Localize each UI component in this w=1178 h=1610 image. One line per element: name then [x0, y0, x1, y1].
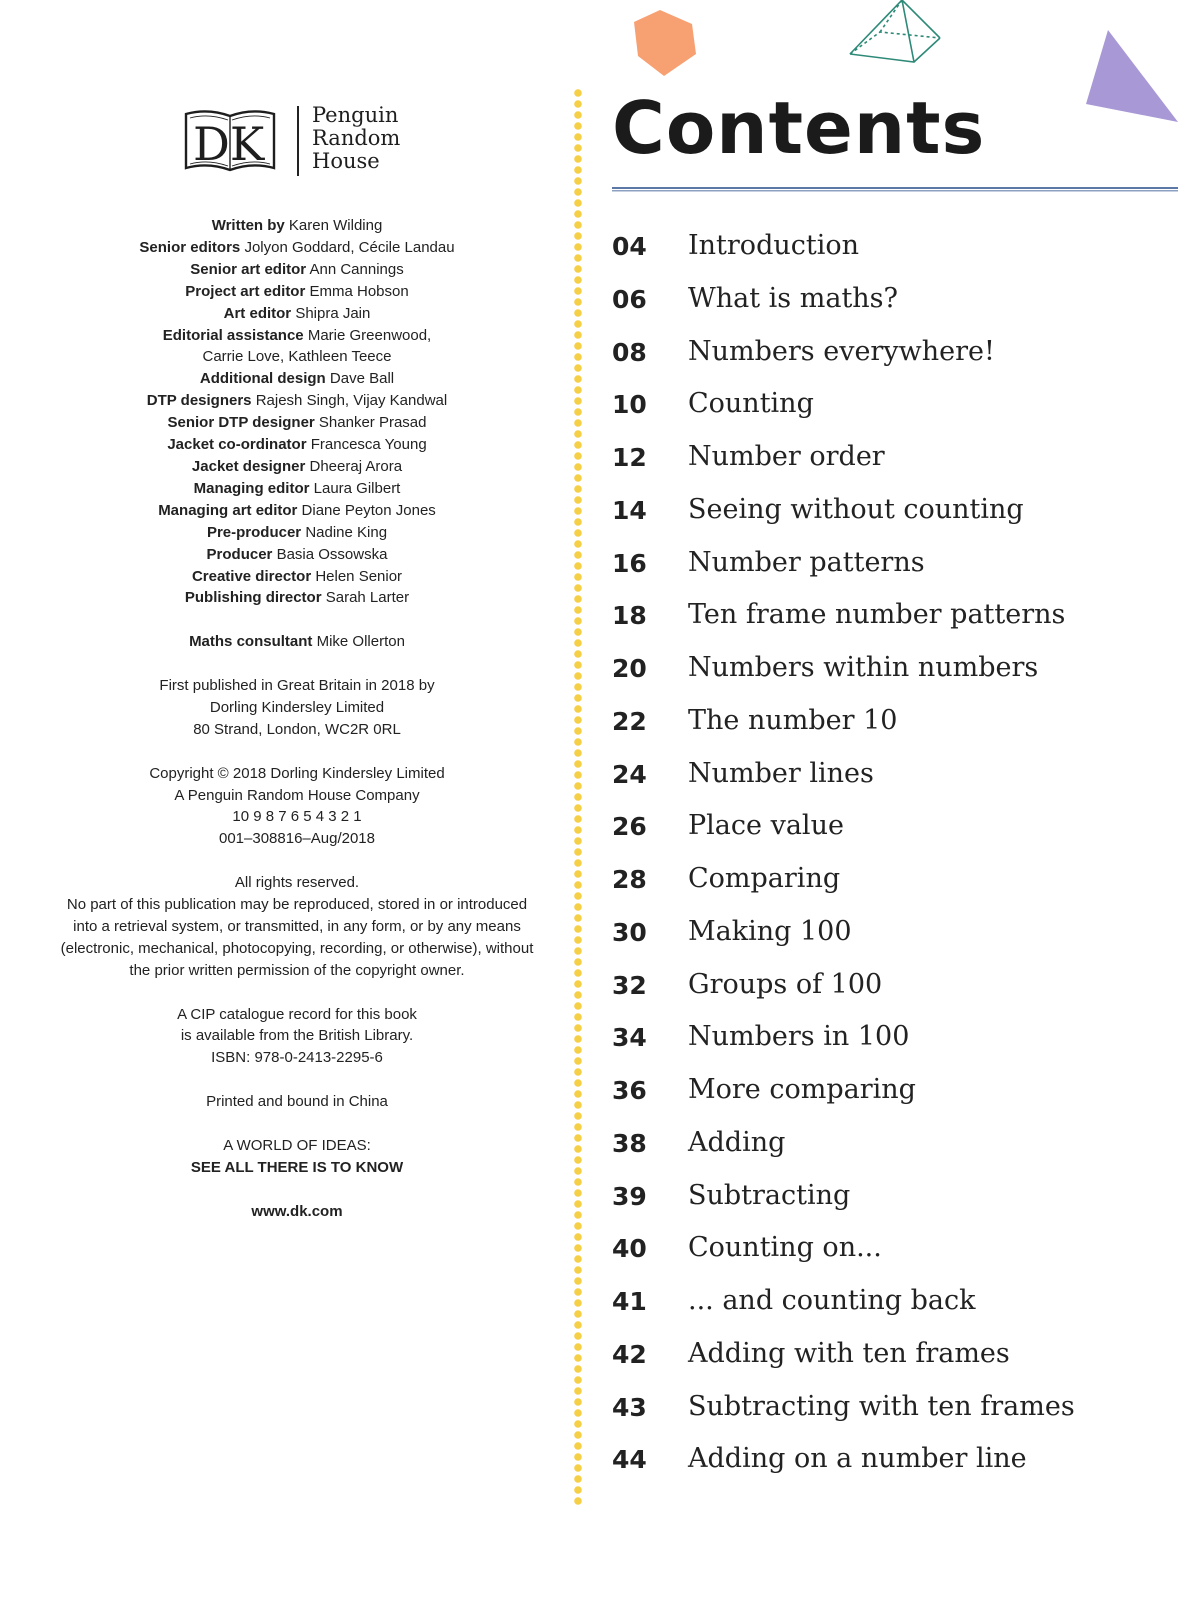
- entry-page-number: 26: [612, 812, 647, 842]
- separator-dot: [574, 386, 582, 394]
- credit-name: Carrie Love, Kathleen Teece: [202, 348, 392, 366]
- credit-row: [40, 566, 554, 588]
- website-link[interactable]: [40, 1201, 554, 1223]
- separator-dot: [574, 265, 582, 273]
- separator-dot: [574, 232, 582, 240]
- entry-title: Adding on a number line: [688, 1443, 1027, 1475]
- separator-dot: [574, 1442, 582, 1450]
- separator-dot: [574, 1486, 582, 1494]
- credit-row: [40, 434, 554, 456]
- credit-list: [40, 215, 554, 609]
- entry-page-number: 30: [612, 917, 647, 947]
- entry-title: Seeing without counting: [688, 493, 1024, 525]
- separator-dot: [574, 474, 582, 482]
- entry-title: Number lines: [688, 757, 874, 789]
- separator-dot: [574, 804, 582, 812]
- separator-dot: [574, 210, 582, 218]
- entry-page-number: 43: [612, 1392, 647, 1422]
- copyright-line: Copyright © 2018 Dorling Kindersley Limited: [149, 764, 445, 782]
- credit-row: [40, 587, 554, 609]
- separator-dot: [574, 1090, 582, 1098]
- entry-title: Place value: [688, 810, 844, 842]
- entry-page-number: 22: [612, 706, 647, 736]
- separator-dot: [574, 991, 582, 999]
- entry-page-number: 14: [612, 495, 647, 525]
- entry-page-number: 10: [612, 390, 647, 420]
- separator-dot: [574, 1156, 582, 1164]
- entry-title: Subtracting: [688, 1179, 851, 1211]
- imprint-name: [312, 104, 432, 173]
- entry-page-number: 04: [612, 232, 647, 261]
- separator-dot: [574, 199, 582, 207]
- contents-entry[interactable]: [612, 1176, 1172, 1229]
- credit-name: Shanker Prasad: [318, 414, 427, 432]
- separator-dot: [574, 1420, 582, 1428]
- entry-title: What is maths?: [688, 282, 899, 314]
- separator-dot: [574, 1101, 582, 1109]
- pyramid-icon: [848, 0, 944, 66]
- separator-dot: [574, 1398, 582, 1406]
- credit-row: [40, 237, 554, 259]
- entry-page-number: 24: [612, 759, 647, 789]
- entry-title: Numbers everywhere!: [688, 335, 995, 367]
- separator-dot: [574, 518, 582, 526]
- credit-name: Rajesh Singh, Vijay Kandwal: [255, 392, 448, 410]
- title-underline: [612, 187, 1178, 193]
- contents-entry[interactable]: [612, 965, 1172, 1018]
- separator-dot: [574, 1277, 582, 1285]
- separator-dot: [574, 1453, 582, 1461]
- credit-name: Marie Greenwood,: [307, 326, 432, 344]
- separator-dot: [574, 287, 582, 295]
- credit-role: DTP designers: [146, 392, 252, 410]
- tagline-line: A WORLD OF IDEAS:: [223, 1136, 371, 1154]
- separator-dot: [574, 947, 582, 955]
- entry-page-number: 08: [612, 337, 647, 367]
- separator-dot: [574, 1266, 582, 1274]
- tagline-line-bold: [40, 1157, 554, 1179]
- separator-dot: [574, 1178, 582, 1186]
- separator-dot: [574, 100, 582, 108]
- separator-dot: [574, 914, 582, 922]
- entry-title: Number order: [688, 441, 885, 472]
- separator-dot: [574, 133, 582, 141]
- separator-dot: [574, 1387, 582, 1395]
- contents-entry[interactable]: [612, 437, 1172, 490]
- dk-logo-text: DK: [193, 117, 265, 171]
- separator-dot: [574, 837, 582, 845]
- dotted-separator: [572, 88, 584, 1508]
- separator-dot: [574, 1354, 582, 1362]
- contents-list: [612, 226, 1172, 1492]
- contents-entry[interactable]: [612, 490, 1172, 543]
- triangle-icon: [1086, 28, 1178, 124]
- separator-dot: [574, 727, 582, 735]
- separator-dot: [574, 793, 582, 801]
- separator-dot: [574, 1255, 582, 1263]
- entry-title: Counting: [688, 388, 814, 420]
- publication-line: Dorling Kindersley Limited: [209, 698, 385, 716]
- contents-entry[interactable]: [612, 1439, 1172, 1492]
- separator-dot: [574, 529, 582, 537]
- separator-dot: [574, 1046, 582, 1054]
- separator-dot: [574, 969, 582, 977]
- contents-entry[interactable]: [612, 806, 1172, 859]
- contents-entry[interactable]: [612, 754, 1172, 807]
- entry-page-number: 32: [612, 970, 647, 1000]
- credit-name: Shipra Jain: [295, 304, 371, 322]
- entry-title: ... and counting back: [688, 1285, 976, 1316]
- separator-dot: [574, 298, 582, 306]
- entry-title: Introduction: [688, 230, 859, 261]
- separator-dot: [574, 617, 582, 625]
- separator-dot: [574, 496, 582, 504]
- separator-dot: [574, 650, 582, 658]
- separator-dot: [574, 177, 582, 185]
- separator-dot: [574, 452, 582, 460]
- isbn-line: ISBN: 978-0-2413-2295-6: [211, 1049, 383, 1067]
- separator-dot: [574, 364, 582, 372]
- cip-line: is available from the British Library.: [180, 1027, 414, 1045]
- credit-row: [40, 412, 554, 434]
- separator-dot: [574, 1189, 582, 1197]
- credit-role: Jacket co-ordinator: [167, 436, 307, 454]
- credit-row: [40, 544, 554, 566]
- contents-entry[interactable]: [612, 1334, 1172, 1387]
- entry-page-number: 16: [612, 548, 647, 578]
- credit-row: [40, 522, 554, 544]
- separator-dot: [574, 562, 582, 570]
- credit-name: Diane Peyton Jones: [301, 501, 436, 519]
- logo-divider: [297, 106, 299, 176]
- contents-entry[interactable]: [612, 1281, 1172, 1334]
- separator-dot: [574, 980, 582, 988]
- separator-dot: [574, 1497, 582, 1505]
- rights-line: No part of this publication may be reproduced, stored in or introduced: [66, 896, 528, 914]
- separator-dot: [574, 881, 582, 889]
- credit-name: Mike Ollerton: [316, 633, 405, 651]
- tagline-bold-text: SEE ALL THERE IS TO KNOW: [190, 1158, 404, 1176]
- separator-dot: [574, 870, 582, 878]
- separator-dot: [574, 606, 582, 614]
- separator-dot: [574, 1002, 582, 1010]
- separator-dot: [574, 595, 582, 603]
- separator-dot: [574, 1464, 582, 1472]
- entry-page-number: 06: [612, 284, 647, 314]
- contents-entry[interactable]: [612, 1017, 1172, 1070]
- contents-entry[interactable]: [612, 1070, 1172, 1123]
- separator-dot: [574, 1299, 582, 1307]
- separator-dot: [574, 848, 582, 856]
- credits-block: [40, 215, 554, 1223]
- credit-name: Emma Hobson: [309, 282, 409, 300]
- cip-line: A CIP catalogue record for this book: [177, 1005, 417, 1023]
- copyright-line: A Penguin Random House Company: [174, 786, 420, 804]
- separator-dot: [574, 1222, 582, 1230]
- credit-role: Maths consultant: [189, 633, 313, 651]
- separator-dot: [574, 1475, 582, 1483]
- contents-entry[interactable]: [612, 595, 1172, 648]
- contents-entry[interactable]: [612, 332, 1172, 385]
- separator-dot: [574, 639, 582, 647]
- credit-role: Project art editor: [185, 282, 306, 300]
- separator-dot: [574, 661, 582, 669]
- separator-dot: [574, 419, 582, 427]
- separator-dot: [574, 1167, 582, 1175]
- credit-name: Dave Ball: [329, 370, 395, 388]
- entry-title: Ten frame number patterns: [688, 599, 1066, 631]
- publication-line: First published in Great Britain in 2018 by: [159, 677, 435, 694]
- separator-dot: [574, 188, 582, 196]
- credit-role: Additional design: [199, 370, 326, 388]
- separator-dot: [574, 254, 582, 262]
- separator-dot: [574, 1112, 582, 1120]
- imprint-line: House: [312, 149, 380, 173]
- credit-name: Jolyon Goddard, Cécile Landau: [244, 238, 455, 256]
- rights-line: (electronic, mechanical, photocopying, recording, or otherwise), without: [60, 939, 534, 957]
- credit-row: [40, 478, 554, 500]
- credit-row: [40, 390, 554, 412]
- credit-role: Editorial assistance: [162, 326, 304, 344]
- credit-row: [40, 456, 554, 478]
- credit-row: [40, 303, 554, 325]
- entry-title: Making 100: [688, 915, 852, 947]
- separator-dot: [574, 485, 582, 493]
- credit-name: Sarah Larter: [325, 589, 410, 607]
- separator-dot: [574, 1431, 582, 1439]
- credit-row: [40, 215, 554, 237]
- consultant-credit: [40, 631, 554, 653]
- entry-page-number: 18: [612, 601, 647, 631]
- credit-name: Helen Senior: [315, 567, 403, 585]
- credit-role: Senior art editor: [190, 260, 307, 278]
- separator-dot: [574, 166, 582, 174]
- entry-page-number: 42: [612, 1339, 647, 1369]
- rights-line: the prior written permission of the copyright owner.: [129, 961, 465, 979]
- contents-entry[interactable]: [612, 648, 1172, 701]
- separator-dot: [574, 463, 582, 471]
- separator-dot: [574, 397, 582, 405]
- separator-dot: [574, 892, 582, 900]
- separator-dot: [574, 111, 582, 119]
- separator-dot: [574, 936, 582, 944]
- website-text: www.dk.com: [251, 1202, 343, 1220]
- separator-dot: [574, 749, 582, 757]
- separator-dot: [574, 958, 582, 966]
- separator-dot: [574, 716, 582, 724]
- entry-title: The number 10: [688, 704, 898, 736]
- separator-dot: [574, 760, 582, 768]
- separator-dot: [574, 903, 582, 911]
- contents-entry[interactable]: [612, 1387, 1172, 1440]
- separator-dot: [574, 925, 582, 933]
- print-run-line: 10 9 8 7 6 5 4 3 2 1: [232, 808, 362, 826]
- credit-role: Senior DTP designer: [167, 414, 315, 432]
- separator-dot: [574, 375, 582, 383]
- contents-entry[interactable]: [612, 543, 1172, 596]
- separator-dot: [574, 826, 582, 834]
- separator-dot: [574, 122, 582, 130]
- publication-line: 80 Strand, London, WC2R 0RL: [193, 720, 401, 738]
- credit-row: [40, 325, 554, 347]
- credit-name: Ann Cannings: [309, 260, 404, 278]
- separator-dot: [574, 859, 582, 867]
- separator-dot: [574, 683, 582, 691]
- separator-dot: [574, 540, 582, 548]
- entry-title: Adding: [688, 1126, 786, 1158]
- separator-dot: [574, 584, 582, 592]
- separator-dot: [574, 1068, 582, 1076]
- entry-page-number: 34: [612, 1023, 647, 1053]
- separator-dot: [574, 1310, 582, 1318]
- credit-name: Francesca Young: [310, 436, 427, 454]
- separator-dot: [574, 1200, 582, 1208]
- entry-page-number: 36: [612, 1076, 647, 1105]
- separator-dot: [574, 1123, 582, 1131]
- entry-title: Subtracting with ten frames: [688, 1390, 1075, 1422]
- separator-dot: [574, 408, 582, 416]
- entry-page-number: 20: [612, 654, 647, 683]
- separator-dot: [574, 1288, 582, 1296]
- separator-dot: [574, 551, 582, 559]
- credit-role: Creative director: [191, 567, 312, 585]
- credit-row: [40, 259, 554, 281]
- printed-line: Printed and bound in China: [206, 1093, 388, 1111]
- entry-page-number: 40: [612, 1234, 647, 1264]
- separator-dot: [574, 782, 582, 790]
- separator-dot: [574, 441, 582, 449]
- separator-dot: [574, 1057, 582, 1065]
- credit-role: Publishing director: [184, 589, 322, 607]
- separator-dot: [574, 1321, 582, 1329]
- separator-dot: [574, 221, 582, 229]
- separator-dot: [574, 1409, 582, 1417]
- pentagon-icon: [630, 6, 702, 78]
- dk-logo-icon: [182, 108, 278, 174]
- credit-role: Producer: [206, 545, 273, 563]
- separator-dot: [574, 1244, 582, 1252]
- separator-dot: [574, 694, 582, 702]
- separator-dot: [574, 507, 582, 515]
- credit-row: [40, 281, 554, 303]
- credit-role: Written by: [211, 217, 285, 234]
- contents-entry[interactable]: [612, 912, 1172, 965]
- separator-dot: [574, 430, 582, 438]
- entry-title: Groups of 100: [688, 968, 883, 1000]
- separator-dot: [574, 331, 582, 339]
- separator-dot: [574, 1343, 582, 1351]
- entry-title: Number patterns: [688, 546, 925, 578]
- credit-name: Laura Gilbert: [313, 479, 401, 497]
- separator-dot: [574, 320, 582, 328]
- credit-name: Basia Ossowska: [276, 545, 388, 563]
- entry-page-number: 38: [612, 1128, 647, 1158]
- separator-dot: [574, 1233, 582, 1241]
- credit-role: Managing art editor: [158, 501, 298, 519]
- credit-role: Senior editors: [139, 238, 241, 256]
- entry-title: Comparing: [688, 863, 841, 894]
- separator-dot: [574, 1376, 582, 1384]
- separator-dot: [574, 1024, 582, 1032]
- rights-line: All rights reserved.: [234, 874, 360, 892]
- separator-dot: [574, 243, 582, 251]
- imprint-line: Random: [312, 126, 401, 150]
- contents-entry[interactable]: [612, 384, 1172, 437]
- separator-dot: [574, 1013, 582, 1021]
- entry-title: Numbers in 100: [688, 1021, 910, 1053]
- publisher-logo: [182, 104, 422, 184]
- credit-row: [40, 368, 554, 390]
- credit-role: Jacket designer: [191, 457, 306, 475]
- contents-entry[interactable]: [612, 859, 1172, 912]
- imprint-line: Penguin: [312, 103, 399, 127]
- separator-dot: [574, 1035, 582, 1043]
- contents-entry[interactable]: [612, 226, 1172, 279]
- entry-title: Adding with ten frames: [688, 1337, 1010, 1369]
- separator-dot: [574, 1134, 582, 1142]
- rights-line: into a retrieval system, or transmitted, in any form, or by any means: [73, 917, 521, 935]
- separator-dot: [574, 573, 582, 581]
- separator-dot: [574, 1332, 582, 1340]
- credit-row: [40, 500, 554, 522]
- credit-role: Managing editor: [193, 479, 310, 497]
- separator-dot: [574, 1365, 582, 1373]
- separator-dot: [574, 342, 582, 350]
- entry-page-number: 39: [612, 1181, 647, 1211]
- entry-page-number: 41: [612, 1287, 647, 1316]
- contents-entry[interactable]: [612, 701, 1172, 754]
- entry-page-number: 44: [612, 1445, 647, 1475]
- page-title: Contents: [612, 86, 986, 170]
- credit-role: Pre-producer: [206, 523, 302, 541]
- separator-dot: [574, 309, 582, 317]
- credit-name: Dheeraj Arora: [309, 457, 403, 475]
- contents-entry[interactable]: [612, 1123, 1172, 1176]
- separator-dot: [574, 144, 582, 152]
- separator-dot: [574, 1079, 582, 1087]
- job-code-line: 001–308816–Aug/2018: [219, 830, 375, 848]
- entry-title: Numbers within numbers: [688, 652, 1039, 683]
- contents-entry[interactable]: [612, 279, 1172, 332]
- separator-dot: [574, 89, 582, 97]
- contents-entry[interactable]: [612, 1228, 1172, 1281]
- separator-dot: [574, 815, 582, 823]
- credit-name: Karen Wilding: [288, 217, 383, 234]
- separator-dot: [574, 705, 582, 713]
- separator-dot: [574, 738, 582, 746]
- separator-dot: [574, 672, 582, 680]
- separator-dot: [574, 771, 582, 779]
- credit-name: Nadine King: [305, 523, 388, 541]
- credit-role: Art editor: [223, 304, 292, 322]
- entry-page-number: 12: [612, 443, 647, 472]
- separator-dot: [574, 155, 582, 163]
- entry-title: More comparing: [688, 1074, 916, 1105]
- credit-row: [40, 346, 554, 368]
- separator-dot: [574, 276, 582, 284]
- separator-dot: [574, 628, 582, 636]
- entry-page-number: 28: [612, 865, 647, 894]
- separator-dot: [574, 1145, 582, 1153]
- separator-dot: [574, 353, 582, 361]
- entry-title: Counting on...: [688, 1232, 882, 1264]
- separator-dot: [574, 1211, 582, 1219]
